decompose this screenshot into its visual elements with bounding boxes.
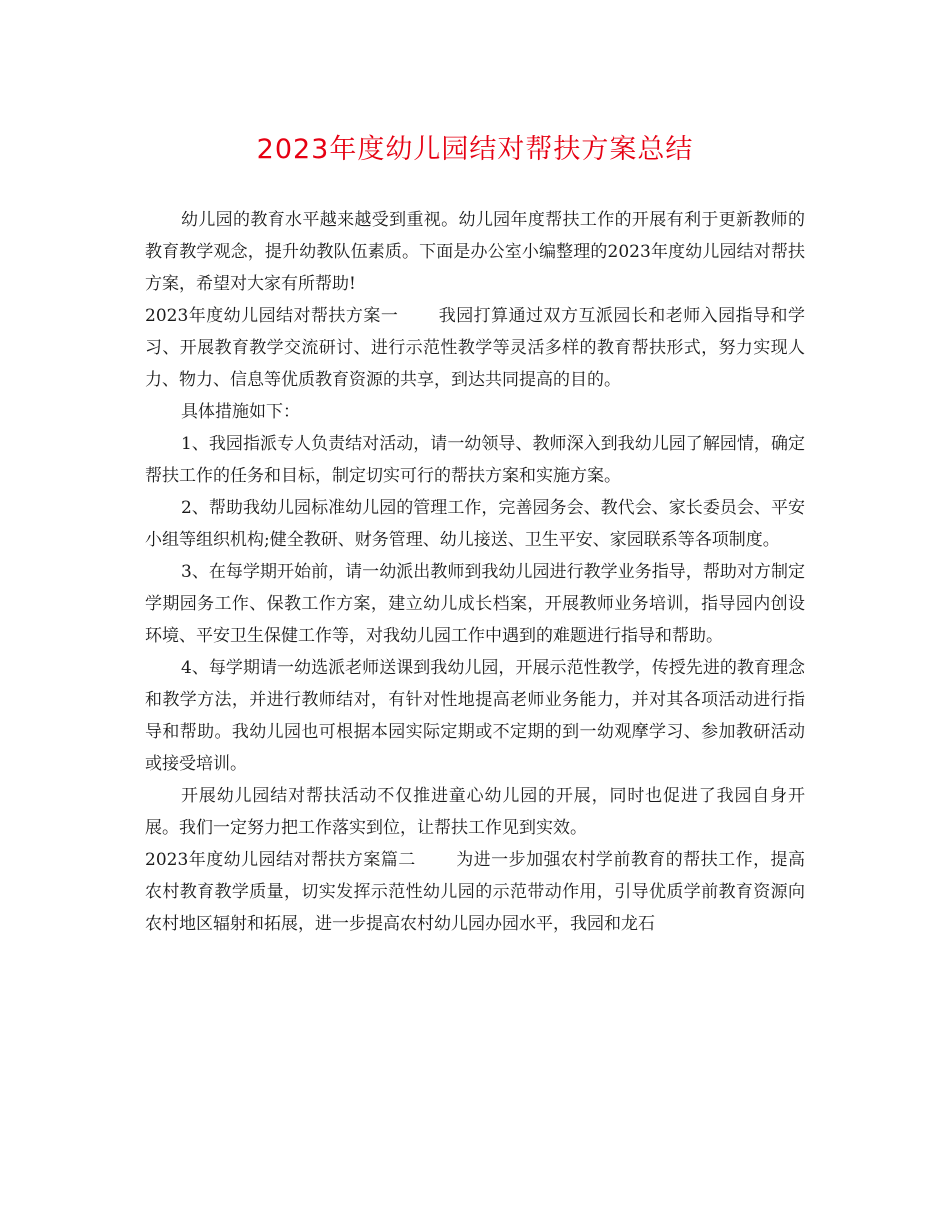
plan2-paragraph — [145, 844, 805, 940]
document-body — [145, 204, 805, 940]
conclusion-paragraph: 开展幼儿园结对帮扶活动不仅推进童心幼儿园的开展，同时也促进了我园自身开展。我们一定努力把工作落实到位，让帮扶工作见到实效。 — [145, 786, 805, 838]
plan1-text: 我园打算通过双方互派园长和老师入园指导和学习、开展教育教学交流研讨、进行示范性教学等灵活多样的教育帮扶形式，努力实现人力、物力、信息等优质教育资源的共享，到达共同提高的目的。 — [145, 306, 805, 390]
document-title: 2023年度幼儿园结对帮扶方案总结 — [256, 134, 694, 165]
measure-item-1: 1、我园指派专人负责结对活动，请一幼领导、教师深入到我幼儿园了解园情，确定帮扶工作的任务和目标，制定切实可行的帮扶方案和实施方案。 — [145, 434, 805, 486]
measure-item-4: 4、每学期请一幼选派老师送课到我幼儿园，开展示范性教学，传授先进的教育理念和教学方法，并进行教师结对，有针对性地提高老师业务能力，并对其各项活动进行指导和帮助。我幼儿园也可根据本园实际定期或不定期的到一幼观摩学习、参加教研活动或接受培训。 — [145, 658, 805, 774]
measure-item-3: 3、在每学期开始前，请一幼派出教师到我幼儿园进行教学业务指导，帮助对方制定学期园务工作、保教工作方案，建立幼儿成长档案，开展教师业务培训，指导园内创设环境、平安卫生保健工作等，对我幼儿园工作中遇到的难题进行指导和帮助。 — [145, 562, 805, 646]
measures-label: 具体措施如下： — [181, 402, 300, 422]
measure-item-2: 2、帮助我幼儿园标准幼儿园的管理工作，完善园务会、教代会、家长委员会、平安小组等组织机构;健全教研、财务管理、幼儿接送、卫生平安、家园联系等各项制度。 — [145, 498, 805, 550]
plan1-heading: 2023年度幼儿园结对帮扶方案一 — [145, 306, 399, 326]
plan1-paragraph — [145, 300, 805, 396]
plan2-text: 为进一步加强农村学前教育的帮扶工作，提高农村教育教学质量，切实发挥示范性幼儿园的示范带动作用，引导优质学前教育资源向农村地区辐射和拓展，进一步提高农村幼儿园办园水平，我园和龙石 — [145, 850, 806, 934]
plan2-heading: 2023年度幼儿园结对帮扶方案篇二 — [145, 850, 416, 870]
intro-paragraph: 幼儿园的教育水平越来越受到重视。幼儿园年度帮扶工作的开展有利于更新教师的教育教学观念，提升幼教队伍素质。下面是办公室小编整理的2023年度幼儿园结对帮扶方案，希望对大家有所帮助! — [145, 210, 805, 294]
